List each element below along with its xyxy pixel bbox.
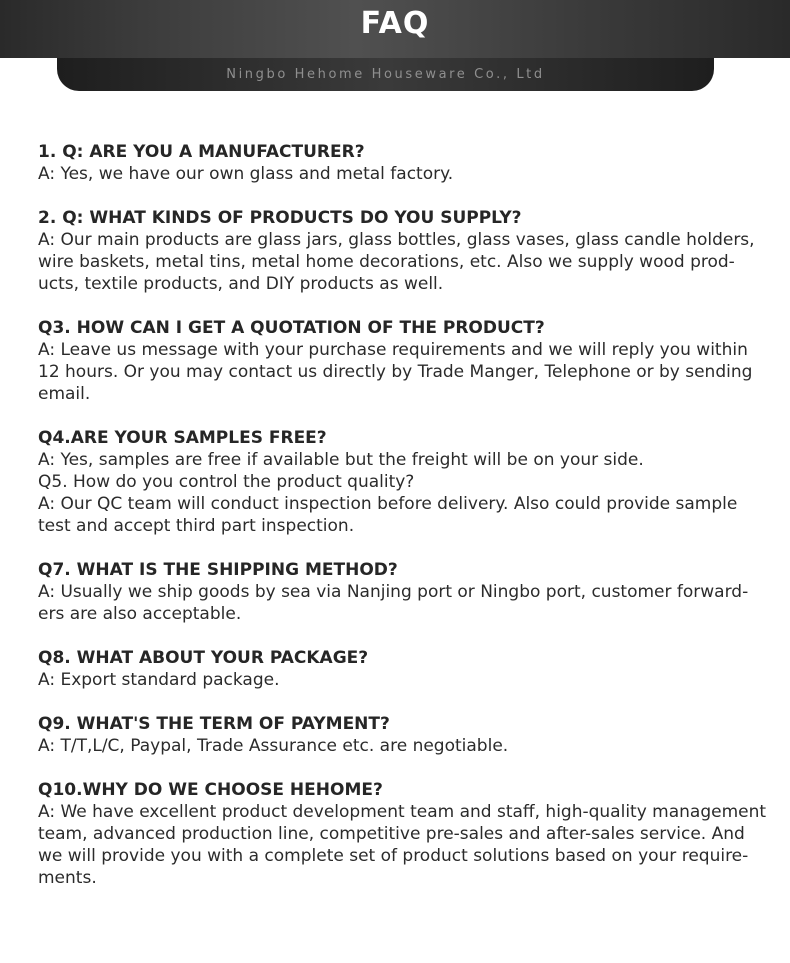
faq-question: Q7. WHAT IS THE SHIPPING METHOD? (38, 560, 398, 580)
faq-subquestion: Q5. How do you control the product quality? (38, 472, 415, 492)
faq-item-4 (38, 427, 758, 537)
faq-answer: A: Usually we ship goods by sea via Nanjing port or Ningbo port, customer forward- ers are also acceptable. (38, 582, 749, 624)
faq-answer: A: We have excellent product development team and staff, high-quality management team, advanced production line, competitive pre-sales and after-sales service. And we will provide you with a complete set of product solutions based on your require- ments. (38, 802, 767, 888)
faq-item-1 (38, 141, 758, 185)
faq-item-7 (38, 713, 758, 757)
company-banner (57, 58, 714, 91)
faq-answer: A: T/T,L/C, Paypal, Trade Assurance etc. are negotiable. (38, 736, 509, 756)
faq-answer: A: Yes, we have our own glass and metal factory. (38, 164, 454, 184)
faq-list (38, 141, 767, 911)
faq-item-8 (38, 779, 767, 889)
faq-question: Q8. WHAT ABOUT YOUR PACKAGE? (38, 648, 369, 668)
faq-item-3 (38, 317, 758, 405)
page-title: FAQ (360, 6, 430, 41)
faq-question: Q3. HOW CAN I GET A QUOTATION OF THE PRODUCT? (38, 318, 545, 338)
faq-question: 1. Q: ARE YOU A MANUFACTURER? (38, 142, 365, 162)
faq-answer: A: Leave us message with your purchase requirements and we will reply you within 12 hours. Or you may contact us directly by Trade Manger, Telephone or by sending email. (38, 340, 753, 404)
faq-question: Q10.WHY DO WE CHOOSE HEHOME? (38, 780, 383, 800)
header-band (0, 0, 790, 58)
faq-answer: A: Export standard package. (38, 670, 280, 690)
faq-item-6 (38, 647, 758, 691)
faq-answer: A: Our QC team will conduct inspection before delivery. Also could provide sample test and accept third part inspection. (38, 494, 738, 536)
faq-answer: A: Yes, samples are free if available but the freight will be on your side. (38, 450, 644, 470)
faq-answer: A: Our main products are glass jars, glass bottles, glass vases, glass candle holders, wire baskets, metal tins, metal home decorations, etc. Also we supply wood prod- ucts, textile products, and DIY products as well. (38, 230, 755, 294)
faq-question: Q4.ARE YOUR SAMPLES FREE? (38, 428, 327, 448)
faq-item-2 (38, 207, 758, 295)
faq-item-5 (38, 559, 758, 625)
faq-question: 2. Q: WHAT KINDS OF PRODUCTS DO YOU SUPPLY? (38, 208, 522, 228)
faq-question: Q9. WHAT'S THE TERM OF PAYMENT? (38, 714, 390, 734)
company-name: Ningbo Hehome Houseware Co., Ltd (226, 67, 545, 82)
